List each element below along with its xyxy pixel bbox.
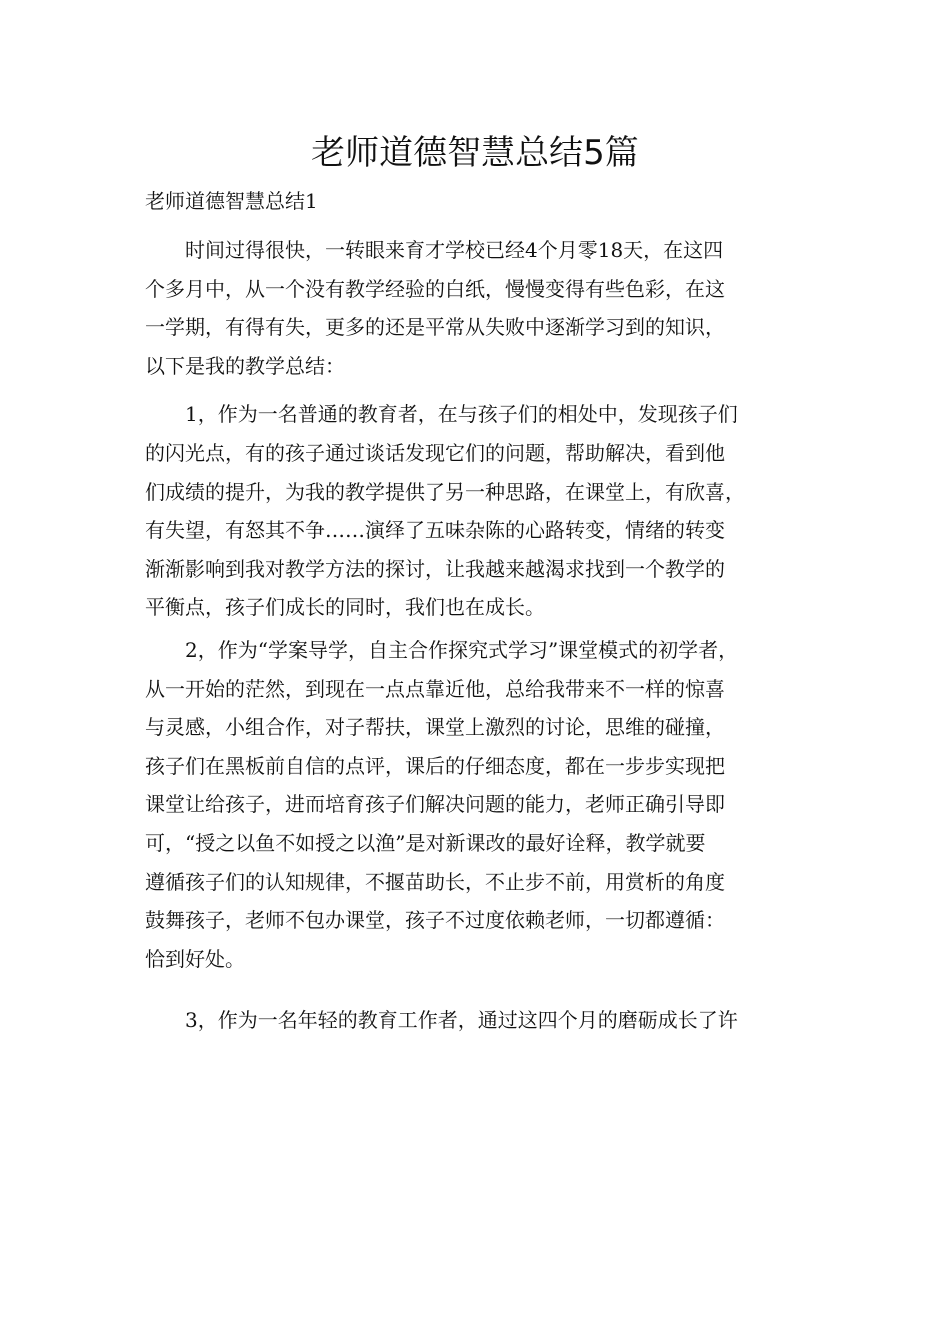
text-line: 们成绩的提升，为我的教学提供了另一种思路，在课堂上，有欣喜， (145, 479, 745, 504)
document-body (145, 231, 810, 1040)
text-line: 从一开始的茫然，到现在一点点靠近他，总给我带来不一样的惊喜 (145, 676, 725, 701)
text-line: 渐渐影响到我对教学方法的探讨，让我越来越渴求找到一个教学的 (145, 556, 725, 581)
text-line: 可，“授之以鱼不如授之以渔”是对新课改的最好诠释，教学就要 (145, 830, 706, 855)
text-line: 平衡点，孩子们成长的同时，我们也在成长。 (145, 595, 545, 620)
text-line: 的闪光点，有的孩子通过谈话发现它们的问题，帮助解决，看到他 (145, 440, 725, 465)
document-title: 老师道德智慧总结5篇 (311, 133, 639, 173)
text-line: 时间过得很快，一转眼来育才学校已经4个月零18天，在这四 (185, 238, 724, 262)
text-line: 以下是我的教学总结： (145, 353, 345, 378)
text-line: 鼓舞孩子，老师不包办课堂，孩子不过度依赖老师，一切都遵循： (145, 908, 725, 933)
text-line: 3，作为一名年轻的教育工作者，通过这四个月的磨砺成长了许 (185, 1008, 738, 1033)
text-line: 1，作为一名普通的教育者，在与孩子们的相处中，发现孩子们 (185, 402, 738, 427)
paragraph-4 (145, 1001, 810, 1040)
text-line: 恰到好处。 (145, 946, 245, 971)
text-line: 课堂让给孩子，进而培育孩子们解决问题的能力，老师正确引导即 (145, 792, 725, 817)
text-line: 与灵感，小组合作，对子帮扶，课堂上激烈的讨论，思维的碰撞， (145, 715, 725, 740)
text-line: 一学期，有得有失，更多的还是平常从失败中逐渐学习到的知识， (145, 315, 725, 340)
section-heading: 老师道德智慧总结1 (145, 189, 318, 213)
text-line: 遵循孩子们的认知规律，不揠苗助长，不止步不前，用赏析的角度 (145, 869, 725, 894)
text-line: 个多月中，从一个没有教学经验的白纸，慢慢变得有些色彩，在这 (145, 276, 725, 301)
paragraph-1 (145, 231, 810, 385)
paragraph-2 (145, 395, 810, 627)
text-line: 有失望，有怒其不争……演绎了五味杂陈的心路转变，情绪的转变 (145, 518, 725, 543)
paragraph-3 (145, 631, 810, 978)
text-line: 2，作为“学案导学，自主合作探究式学习”课堂模式的初学者， (185, 637, 739, 662)
text-line: 孩子们在黑板前自信的点评，课后的仔细态度，都在一步步实现把 (145, 753, 725, 778)
